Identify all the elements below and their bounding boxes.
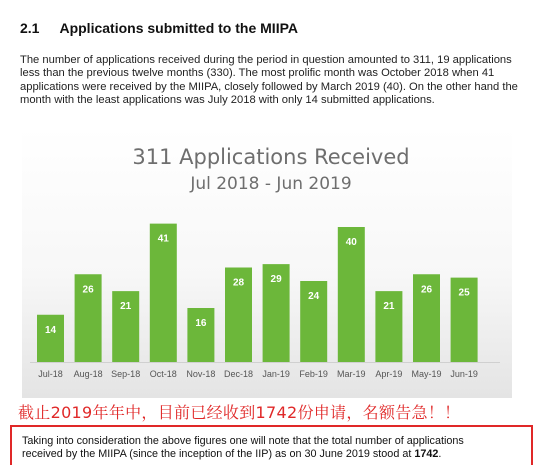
x-tick-label: Oct-18 <box>149 369 177 379</box>
x-tick-label: Mar-19 <box>337 369 366 379</box>
bar-nov-18 <box>187 308 214 362</box>
callout-text: 截止2019年年中，目前已经收到1742份申请，名额告急！！ <box>18 403 461 422</box>
x-tick-label: Jan-19 <box>262 369 290 379</box>
section-title: Applications submitted to the MIIPA <box>59 20 298 36</box>
data-label: 26 <box>82 284 94 296</box>
note-line-2-prefix: received by the MIIPA (since the inception of the IIP) as on 30 June 2019 stood at <box>22 448 415 460</box>
note-line-2-suffix: . <box>438 448 442 460</box>
data-label: 24 <box>308 291 320 302</box>
data-label: 41 <box>157 233 169 245</box>
x-tick-label: Aug-18 <box>73 369 103 379</box>
x-tick-label: May-19 <box>411 369 442 379</box>
x-tick-label: Jun-19 <box>450 369 478 379</box>
chart-subtitle: Jul 2018 - Jun 2019 <box>190 174 352 194</box>
chart-title: 311 Applications Received <box>132 145 410 169</box>
note-line-1: Taking into consideration the above figures one will note that the total number of applications <box>22 435 464 447</box>
data-label: 25 <box>458 287 470 299</box>
data-label: 40 <box>345 237 357 248</box>
x-tick-label: Apr-19 <box>375 369 403 379</box>
data-label: 28 <box>232 277 245 289</box>
x-tick-label: Nov-18 <box>186 369 216 379</box>
data-label: 21 <box>120 301 132 313</box>
x-tick-label: Sep-18 <box>111 369 141 379</box>
data-label: 21 <box>383 301 395 313</box>
summary-note <box>10 425 533 465</box>
data-label: 29 <box>270 274 282 286</box>
intro-paragraph: The number of applications received during the period in question amounted to 311, 19 applications less than the previous twelve months (330). The most prolific month was October 2018 when 41 applications were received by the MIIPA, closely followed by March 2019 (40). On the other hand the month with the least applications was July 2018 with only 14 submitted applications. <box>20 54 518 107</box>
note-line-2 <box>22 448 531 461</box>
x-tick-label: Feb-19 <box>299 369 328 379</box>
x-tick-label: Dec-18 <box>223 369 254 379</box>
data-label: 14 <box>44 324 57 336</box>
x-tick-label: Jul-18 <box>38 369 63 379</box>
data-label: 26 <box>420 284 433 296</box>
section-number: 2.1 <box>20 20 40 36</box>
bar-jul-18 <box>37 315 64 362</box>
note-total-value: 1742 <box>414 448 439 460</box>
data-label: 16 <box>195 318 207 329</box>
